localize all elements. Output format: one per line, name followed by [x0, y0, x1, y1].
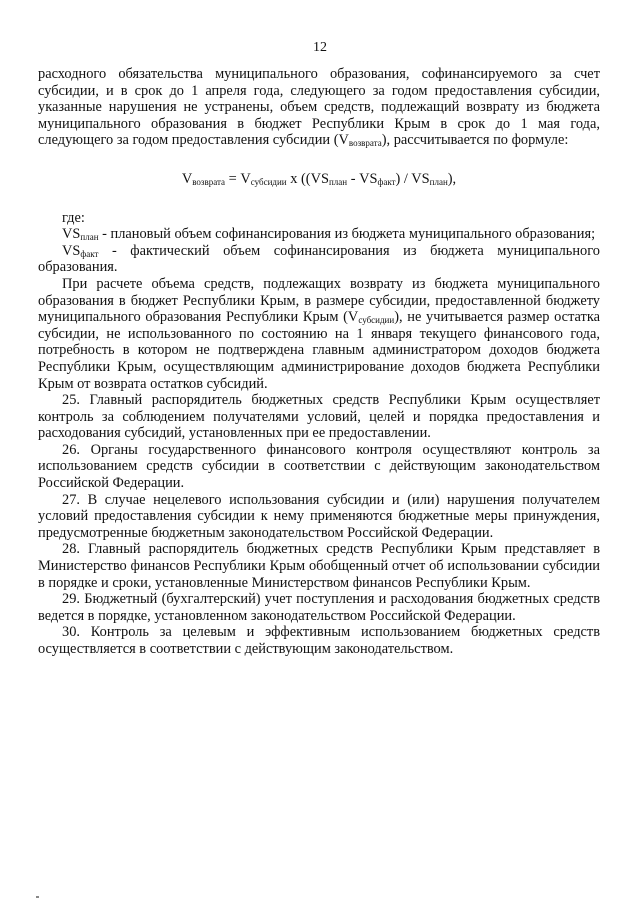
clause-30: 30. Контроль за целевым и эффективным использованием бюджетных средств осуществляется в соответствии с действующим законодательством. — [38, 624, 600, 657]
clause-28: 28. Главный распорядитель бюджетных средств Республики Крым представляет в Министерство финансов Республики Крым обобщенный отчет об использовании субсидии в порядке и сроки, установленные Министерством финансов Республики Крым. — [38, 541, 600, 591]
clause-27: 27. В случае нецелевого использования субсидии и (или) нарушения получателем условий предоставления субсидии к нему применяются бюджетные меры принуждения, предусмотренные бюджетным законодательством Российской Федерации. — [38, 491, 600, 541]
clause-29: 29. Бюджетный (бухгалтерский) учет поступления и расходования бюджетных средств ведется в порядке, установленном законодательством Российской Федерации. — [38, 591, 600, 624]
scan-artifact — [36, 896, 39, 898]
clause-26: 26. Органы государственного финансового контроля осуществляют контроль за использованием средств субсидии в соответствии с действующим законодательством Российской Федерации. — [38, 441, 600, 492]
where-label: где: — [62, 209, 85, 226]
document-body — [38, 66, 600, 658]
page-number: 12 — [313, 40, 327, 55]
definition-vs-fact: $VS_{факт}$ - фактический объем софинансирования из бюджета муниципального образования. — [38, 242, 600, 276]
calculation-paragraph: При расчете объема средств, подлежащих возврату из бюджета муниципального образования в бюджет Республики Крым, в размере субсидии, предоставленной бюджету муниципального образования Республики Крым $(V_{субсидии})$, не учитывается размер остатка субсидии, не использованного по состоянию на 1 января текущего финансового года, потребность в котором не подтверждена главным администратором доходов бюджета Республики Крым, осуществляющим администрирование доходов бюджета Республики Крым от возврата остатков субсидий. — [38, 275, 600, 392]
clause-25: 25. Главный распорядитель бюджетных средств Республики Крым осуществляет контроль за соблюдением получателями условий, целей и порядка предоставления и расходования субсидий, установленных при ее предоставлении. — [38, 392, 600, 442]
intro-paragraph: расходного обязательства муниципального образования, софинансируемого за счет субсидии, и в срок до 1 апреля года, следующего за годом предоставления субсидии, указанные нарушения не устранены, объем средств, подлежащий возврату из бюджета муниципального образования в бюджет Республики Крым в срок до 1 мая года, следующего за годом предоставления субсидии $(V_{возврата})$, рассчитывается по формуле: — [38, 66, 600, 149]
refund-formula: $V_{возврата} = V_{субсидии}$ x $((VS_{план} - VS_{факт}) / VS_{план})$, — [181, 170, 457, 187]
definition-vs-plan: $VS_{план}$ - плановый объем софинансирования из бюджета муниципального образования; — [62, 226, 596, 243]
